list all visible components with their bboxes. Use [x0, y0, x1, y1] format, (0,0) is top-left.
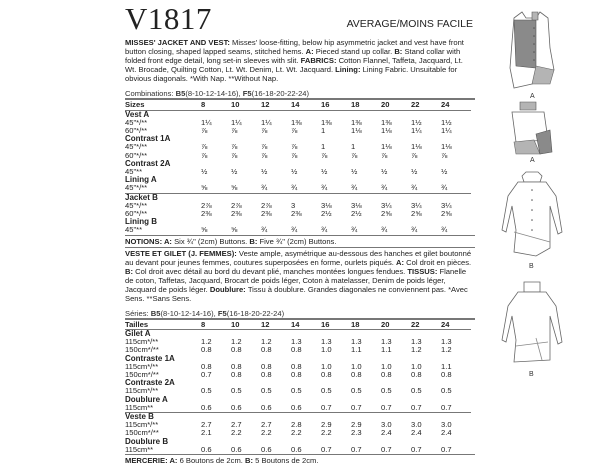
yardage-cell: 0.5	[201, 386, 212, 396]
jacket-back-icon	[492, 280, 572, 380]
vest-back-icon	[492, 100, 572, 162]
yardage-cell: 0.8	[261, 345, 272, 355]
yardage-cell: 1.1	[351, 345, 362, 355]
group-name: Lining A	[125, 175, 157, 185]
yardage-cell: ¾	[321, 183, 328, 193]
yardage-cell: ¾	[381, 225, 388, 235]
size-cell: 10	[231, 320, 261, 330]
yardage-cell: ⅞	[291, 142, 298, 152]
yardage-cell: 0.5	[441, 386, 452, 396]
yardage-cell: 1.0	[411, 361, 422, 371]
yardage-cell: 1.0	[381, 361, 392, 371]
yardage-cell: 0.7	[351, 444, 362, 454]
fabric-width: 45"*/**	[125, 200, 148, 210]
table-row	[125, 346, 471, 354]
yardage-cell: 0.8	[441, 370, 452, 380]
table-row	[125, 226, 471, 234]
yardage-cell: ¾	[261, 225, 268, 235]
table-row	[125, 429, 471, 437]
yardage-cell: 2.9	[321, 420, 332, 430]
yardage-cell: 2.2	[261, 428, 272, 438]
sizes-label: Tailles	[125, 320, 201, 330]
yardage-cell: 1	[321, 142, 326, 152]
yardage-cell: 3.0	[381, 420, 392, 430]
yardage-cell: 1.3	[411, 337, 422, 347]
size-cell: 10	[231, 100, 261, 110]
combination-code: F5	[242, 89, 252, 98]
size-cell: 18	[351, 100, 381, 110]
description-keyword: B:	[394, 47, 405, 56]
fabric-width: 60"*/**	[125, 150, 148, 160]
description-text: Tissu à doublure. Grandes diagonales ne conviennent pas. *Avec Sens. **Sans Sens.	[125, 284, 468, 303]
description-text: Misses' loose-fitting, below hip asymmetric jacket and vest have front button closing, shaped lapped seams, stitched hems.	[125, 38, 464, 56]
notions-keyword: B:	[249, 236, 260, 246]
fabric-width: 150cm*/**	[125, 428, 159, 438]
yardage-cell: 0.6	[291, 402, 302, 412]
yardage-cell: 0.7	[381, 402, 392, 412]
yardage-cell: ⅞	[291, 125, 298, 135]
yardage-cell: 0.8	[231, 370, 242, 380]
description-text: Col droit avec détail au bord du devant plié, manches montées longues fendues.	[135, 266, 408, 276]
yardage-cell: 2.4	[441, 428, 452, 438]
english-notions	[125, 235, 475, 248]
yardage-cell: ⅞	[201, 125, 208, 135]
english-combinations	[125, 89, 475, 100]
yardage-cell: 3¼	[381, 200, 392, 210]
size-cell: 24	[441, 320, 471, 330]
description-keyword: Lining:	[335, 65, 363, 74]
group-name: Doublure B	[125, 436, 169, 446]
yardage-cell: 1¼	[411, 125, 422, 135]
yardage-cell: ⅞	[321, 150, 328, 160]
fabric-width: 150cm*/**	[125, 370, 159, 380]
yardage-cell: 1⅛	[381, 142, 392, 152]
yardage-cell: 0.5	[291, 386, 302, 396]
yardage-cell: 2⅞	[261, 200, 272, 210]
yardage-cell: 2.9	[351, 420, 362, 430]
yardage-cell: 2½	[351, 208, 362, 218]
table-row	[125, 184, 471, 193]
yardage-cell: ⅝	[201, 225, 208, 235]
yardage-cell: 0.5	[351, 386, 362, 396]
yardage-cell: 3¼	[411, 200, 422, 210]
yardage-cell: 3.0	[441, 420, 452, 430]
yardage-cell: 0.5	[261, 386, 272, 396]
yardage-cell: ⅞	[291, 150, 298, 160]
yardage-cell: 0.6	[201, 402, 212, 412]
fabric-width: 115cm**	[125, 402, 154, 412]
yardage-cell: 2.7	[231, 420, 242, 430]
size-cell: 22	[411, 320, 441, 330]
yardage-cell: 1¼	[201, 117, 212, 127]
combination-sizes: (8-10-12-14-16),	[185, 89, 243, 98]
combinations-label: Séries:	[125, 308, 151, 318]
yardage-cell: 0.6	[231, 402, 242, 412]
svg-text:A: A	[530, 157, 535, 162]
description-keyword: FABRICS:	[300, 56, 339, 65]
size-cell: 14	[291, 320, 321, 330]
combination-code: B5	[150, 308, 161, 318]
difficulty-level: AVERAGE/MOINS FACILE	[346, 18, 473, 30]
yardage-cell: 1.0	[351, 361, 362, 371]
yardage-cell: 0.8	[201, 345, 212, 355]
yardage-cell: 0.6	[291, 444, 302, 454]
yardage-cell: 1.0	[321, 345, 332, 355]
group-name: Contraste 1A	[125, 353, 175, 363]
yardage-cell: 0.6	[261, 444, 272, 454]
group-name: Doublure A	[125, 394, 168, 404]
combinations-label: Combinations:	[125, 89, 176, 98]
svg-text:B: B	[529, 263, 534, 270]
yardage-cell: ⅞	[201, 150, 208, 160]
yardage-cell: ½	[411, 166, 418, 176]
yardage-cell: 0.8	[321, 370, 332, 380]
yardage-cell: 1.3	[441, 337, 452, 347]
yardage-cell: 0.5	[321, 386, 332, 396]
yardage-cell: ¾	[261, 183, 268, 193]
fabric-width: 115cm*/**	[125, 386, 159, 396]
yardage-cell: 1½	[411, 117, 422, 127]
description-text: Lining Fabric. Unsuitable for obvious diagonals. *With Nap. **Without Nap.	[125, 65, 458, 83]
group-name: Vest A	[125, 109, 150, 119]
yardage-cell: 1⅜	[321, 117, 332, 127]
yardage-cell: 0.5	[231, 386, 242, 396]
jacket-front-icon	[492, 170, 572, 270]
yardage-cell: ¾	[291, 225, 298, 235]
yardage-cell: 1.2	[411, 345, 422, 355]
yardage-cell: ¾	[291, 183, 298, 193]
group-row	[125, 218, 471, 226]
notions-text: 6 Boutons de 2cm.	[179, 456, 245, 466]
fabric-width: 45"**	[125, 225, 143, 235]
yardage-cell: 3⅛	[321, 200, 332, 210]
fabric-width: 150cm*/**	[125, 345, 159, 355]
yardage-cell: ¾	[381, 183, 388, 193]
yardage-cell: ½	[261, 166, 268, 176]
yardage-cell: 2⅝	[381, 208, 392, 218]
table-row	[125, 371, 471, 379]
yardage-cell: 1.3	[291, 337, 302, 347]
yardage-cell: 0.8	[411, 370, 422, 380]
svg-text:A: A	[530, 93, 535, 100]
yardage-cell: ½	[321, 166, 328, 176]
yardage-cell: 2⅝	[441, 208, 452, 218]
yardage-cell: ¾	[441, 225, 448, 235]
yardage-cell: 1.2	[441, 345, 452, 355]
notions-text: Six ¾" (2cm) Buttons.	[174, 236, 250, 246]
yardage-cell: 2⅜	[201, 208, 212, 218]
yardage-cell: 1.0	[321, 361, 332, 371]
description-keyword: Doublure:	[209, 284, 248, 294]
yardage-cell: 2.7	[201, 420, 212, 430]
yardage-cell: 1.2	[261, 337, 272, 347]
yardage-cell: 1.3	[321, 337, 332, 347]
yardage-cell: 2.3	[351, 428, 362, 438]
notions-text: Five ¾" (2cm) Buttons.	[259, 236, 337, 246]
yardage-cell: ⅞	[231, 150, 238, 160]
size-cell: 20	[381, 320, 411, 330]
table-row	[125, 387, 471, 395]
yardage-cell: 3⅛	[351, 200, 362, 210]
fabric-width: 115cm*/**	[125, 420, 159, 430]
size-cell: 18	[351, 320, 381, 330]
yardage-cell: ⅞	[261, 142, 268, 152]
size-cell: 16	[321, 100, 351, 110]
yardage-cell: 3	[291, 200, 296, 210]
yardage-cell: 0.8	[381, 370, 392, 380]
fabric-width: 115cm*/**	[125, 361, 159, 371]
description-keyword: VESTE ET GILET (J. FEMMES):	[125, 248, 239, 258]
svg-text:B: B	[529, 371, 534, 378]
yardage-cell: 0.8	[261, 361, 272, 371]
yardage-cell: 0.8	[261, 370, 272, 380]
illustration-jacket-b-back	[492, 280, 572, 385]
group-name: Lining B	[125, 217, 157, 227]
fabric-width: 45"**	[125, 166, 143, 176]
size-cell: 22	[411, 100, 441, 110]
table-row	[125, 127, 471, 135]
yardage-cell: 3¼	[441, 200, 452, 210]
yardage-cell: ¾	[411, 183, 418, 193]
combination-sizes: (16-18-20-22-24)	[226, 308, 285, 318]
table-row	[125, 143, 471, 151]
yardage-cell: 0.7	[321, 402, 332, 412]
group-name: Contrast 1A	[125, 134, 171, 144]
yardage-cell: 1.3	[381, 337, 392, 347]
yardage-cell: 2.2	[291, 428, 302, 438]
yardage-cell: 0.5	[381, 386, 392, 396]
size-cell: 14	[291, 100, 321, 110]
yardage-cell: 0.7	[411, 402, 422, 412]
yardage-cell: 1¼	[441, 125, 452, 135]
yardage-cell: ⅞	[381, 150, 388, 160]
yardage-cell: ⅞	[231, 142, 238, 152]
yardage-cell: 0.7	[381, 444, 392, 454]
yardage-cell: ½	[381, 166, 388, 176]
yardage-cell: ½	[231, 166, 238, 176]
yardage-cell: 2.7	[261, 420, 272, 430]
yardage-cell: ⅝	[201, 183, 208, 193]
size-cell: 20	[381, 100, 411, 110]
group-name: Contraste 2A	[125, 378, 175, 388]
description-keyword: MISSES' JACKET AND VEST:	[125, 38, 233, 47]
yardage-cell: ¾	[351, 183, 358, 193]
yardage-cell: ⅝	[231, 225, 238, 235]
yardage-cell: ¾	[441, 183, 448, 193]
yardage-cell: 0.6	[201, 444, 212, 454]
yardage-cell: 0.6	[261, 402, 272, 412]
yardage-cell: 0.8	[231, 345, 242, 355]
notions-text: 5 Boutons de 2cm.	[255, 456, 319, 466]
size-cell: 8	[201, 100, 231, 110]
fabric-width: 45"*/**	[125, 142, 148, 152]
yardage-cell: ⅞	[201, 142, 208, 152]
yardage-cell: 1⅛	[441, 142, 452, 152]
fabric-width: 60"*/**	[125, 125, 148, 135]
yardage-cell: 1⅛	[351, 125, 362, 135]
size-cell: 12	[261, 320, 291, 330]
yardage-cell: 0.7	[411, 444, 422, 454]
yardage-cell: 0.7	[321, 444, 332, 454]
description-text: Veste ample, asymétrique au-dessous des hanches et gilet boutonné au devant pour jeunes femmes, coutures superposées en forme, ourlets piqués.	[125, 248, 472, 267]
description-text: Pieced stand up collar.	[315, 47, 395, 56]
yardage-cell: 2.2	[231, 428, 242, 438]
yardage-cell: ½	[351, 166, 358, 176]
combination-sizes: (8-10-12-14-16),	[160, 308, 218, 318]
description-text: Flanelle de coton, Taffetas, Jacquard, Brocart de poids léger, Coton à matelasser, Denim de poids léger, Jacquard de poids léger.	[125, 266, 467, 294]
yardage-cell: 2½	[321, 208, 332, 218]
yardage-cell: ⅞	[261, 150, 268, 160]
group-name: Contrast 2A	[125, 158, 171, 168]
yardage-cell: ⅝	[231, 183, 238, 193]
size-cell: 16	[321, 320, 351, 330]
yardage-cell: 0.8	[291, 370, 302, 380]
illustration-vest-a-back	[492, 100, 572, 167]
description-keyword: A:	[305, 47, 316, 56]
notions-keyword: NOTIONS: A:	[125, 236, 175, 246]
yardage-cell: 2.8	[291, 420, 302, 430]
yardage-cell: 1.1	[381, 345, 392, 355]
french-notions	[125, 454, 475, 466]
header	[125, 1, 475, 36]
yardage-cell: 1¼	[261, 117, 272, 127]
english-yardage-table	[125, 100, 471, 235]
yardage-cell: ⅞	[231, 125, 238, 135]
yardage-cell: 0.8	[351, 370, 362, 380]
yardage-cell: 0.7	[351, 402, 362, 412]
french-description	[125, 249, 475, 303]
yardage-cell: 0.5	[411, 386, 422, 396]
yardage-cell: 1	[321, 125, 326, 135]
notions-keyword: MERCERIE: A:	[125, 456, 180, 466]
yardage-cell: 2.1	[201, 428, 212, 438]
description-keyword: A:	[396, 257, 407, 267]
yardage-cell: 2⅞	[201, 200, 212, 210]
yardage-cell: ½	[441, 166, 448, 176]
yardage-cell: 1.1	[441, 361, 452, 371]
table-row	[125, 168, 471, 176]
description-text: Stand collar with folded front edge detail, long set-in sleeves with slit.	[125, 47, 461, 65]
yardage-cell: 2.2	[321, 428, 332, 438]
yardage-cell: 1½	[441, 117, 452, 127]
yardage-cell: 3.0	[411, 420, 422, 430]
size-header-row	[125, 320, 471, 330]
fabric-width: 60"*/**	[125, 208, 148, 218]
yardage-cell: ⅞	[441, 150, 448, 160]
yardage-cell: 0.8	[291, 361, 302, 371]
yardage-cell: 0.8	[291, 345, 302, 355]
yardage-cell: 1.2	[201, 337, 212, 347]
group-row	[125, 160, 471, 168]
description-text: Cotton Flannel, Taffeta, Jacquard, Lt. Wt. Brocade, Quilting Cotton, Lt. Wt. Denim, Lt. Wt. Jacquard.	[125, 56, 463, 74]
group-name: Veste B	[125, 413, 471, 422]
table-row	[125, 404, 471, 413]
yardage-cell: 1⅛	[411, 142, 422, 152]
combination-code: F5	[217, 308, 227, 318]
pattern-code: V1817	[125, 1, 212, 36]
fabric-width: 45"*/**	[125, 183, 148, 193]
yardage-cell: 2⅜	[291, 208, 302, 218]
notions-keyword: B:	[245, 456, 256, 466]
english-description	[125, 38, 475, 83]
yardage-cell: ¾	[321, 225, 328, 235]
yardage-cell: ⅞	[351, 150, 358, 160]
group-name: Gilet A	[125, 329, 151, 339]
yardage-cell: 2⅝	[411, 208, 422, 218]
description-keyword: B:	[125, 266, 136, 276]
fabric-width: 45"*/**	[125, 117, 148, 127]
fabric-width: 115cm**	[125, 444, 154, 454]
table-row	[125, 210, 471, 218]
yardage-cell: 0.7	[441, 444, 452, 454]
yardage-cell: 0.8	[231, 361, 242, 371]
size-cell: 12	[261, 100, 291, 110]
yardage-cell: 2⅞	[231, 200, 242, 210]
yardage-cell: 1.2	[231, 337, 242, 347]
yardage-cell: ½	[291, 166, 298, 176]
yardage-cell: 0.7	[441, 402, 452, 412]
table-row	[125, 152, 471, 160]
size-cell: 24	[441, 100, 471, 110]
yardage-cell: ⅞	[411, 150, 418, 160]
yardage-cell: 2⅜	[261, 208, 272, 218]
description-text: Col droit en pièces.	[406, 257, 472, 267]
yardage-cell: 1⅜	[351, 117, 362, 127]
yardage-cell: 0.8	[201, 361, 212, 371]
size-cell: 8	[201, 320, 231, 330]
pattern-envelope-back	[125, 1, 475, 466]
vest-front-icon	[492, 8, 572, 100]
french-yardage-table	[125, 320, 471, 455]
yardage-cell: 1	[351, 142, 356, 152]
group-row	[125, 176, 471, 184]
yardage-cell: 1¼	[231, 117, 242, 127]
sizes-label: Sizes	[125, 100, 201, 110]
combination-sizes: (16-18-20-22-24)	[251, 89, 310, 98]
yardage-cell: ½	[201, 166, 208, 176]
yardage-cell: 1⅜	[291, 117, 302, 127]
description-keyword: TISSUS:	[407, 266, 440, 276]
yardage-cell: ¾	[351, 225, 358, 235]
yardage-cell: 1⅜	[381, 117, 392, 127]
yardage-cell: 0.7	[201, 370, 212, 380]
combination-code: B5	[175, 89, 186, 98]
yardage-cell: ⅞	[261, 125, 268, 135]
yardage-cell: 0.6	[231, 444, 242, 454]
yardage-cell: 1⅛	[381, 125, 392, 135]
french-combinations	[125, 309, 475, 320]
illustration-vest-a-front	[492, 8, 572, 105]
yardage-cell: 2⅜	[231, 208, 242, 218]
fabric-width: 115cm*/**	[125, 337, 159, 347]
size-header-row	[125, 100, 471, 110]
group-name: Jacket B	[125, 193, 471, 202]
yardage-cell: 1.3	[351, 337, 362, 347]
yardage-cell: 2.4	[381, 428, 392, 438]
illustration-jacket-b-front	[492, 170, 572, 275]
yardage-cell: ¾	[411, 225, 418, 235]
yardage-cell: 2.4	[411, 428, 422, 438]
